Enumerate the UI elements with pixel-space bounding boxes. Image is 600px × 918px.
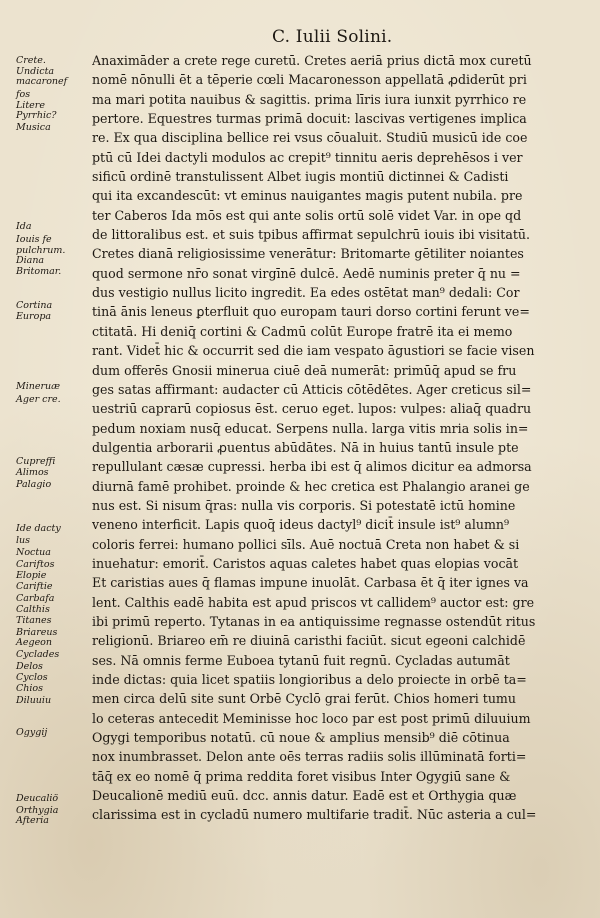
margin-note: Iouis fe	[16, 233, 52, 245]
margin-note: Litere	[16, 99, 45, 111]
margin-notes	[0, 0, 90, 918]
margin-note: macaronef	[16, 76, 68, 88]
text-line: coloris ferrei: humano pollici sīls. Auē noctuā Creta non habet & si	[92, 536, 520, 552]
text-line: nox inumbrasset. Delon ante oēs terras radiis solis illūminatā forti=	[92, 749, 527, 765]
margin-note: pulchrum.	[16, 244, 66, 256]
margin-note: Cariftos	[16, 559, 55, 571]
margin-note: Diluuiu	[16, 694, 52, 706]
body-text	[92, 51, 592, 825]
margin-note: Ager cre.	[16, 393, 61, 405]
margin-note: Undicta	[16, 65, 55, 77]
text-line: ter Caberos Ida mōs est qui ante solis ortū solē videt Var. in ope qd	[92, 207, 522, 223]
running-header: C. Iulii Solini.	[272, 27, 393, 47]
margin-note: Britomar.	[16, 265, 62, 277]
margin-note: Pyrrhic?	[16, 110, 57, 122]
text-line: Anaximāder a crete rege curetū. Cretes aeriā prius dictā mox curetū	[92, 53, 532, 68]
text-line: Deucalionē mediū euū. dcc. annis datur. Eadē est et Orthygia quæ	[92, 788, 517, 804]
margin-note: Cortina	[16, 299, 53, 311]
margin-note: Ide dacty	[16, 523, 61, 535]
margin-note: Aegeon	[16, 637, 53, 649]
margin-note: Delos	[16, 660, 43, 672]
text-line: dum offerēs Gnosii minerua ciuē deā numerāt: primūq̄ apud se fru	[92, 362, 517, 378]
margin-note: Cupreffi	[16, 455, 56, 467]
margin-note: fos	[16, 88, 31, 100]
margin-note: Europa	[16, 311, 52, 323]
margin-note: Cyclos	[16, 672, 48, 684]
margin-note: lus	[16, 534, 31, 546]
text-line: uestriū caprarū copiosus ēst. ceruo eget. lupos: vulpes: aliaq̄ quadru	[92, 401, 532, 417]
text-line: repullulant cæsæ cupressi. herba ibi est q̄ alimos dicitur ea admorsa	[92, 459, 532, 475]
margin-note: Cariftie	[16, 581, 53, 593]
text-line: Ogygi temporibus notatū. cū noue & amplius mensib⁹ diē cōtinua	[92, 730, 510, 746]
margin-note: Elopie	[16, 569, 47, 581]
text-line: ptū cū Idei dactyli modulos ac crepit⁹ tinnitu aeris deprehēsos i ver	[92, 149, 523, 165]
margin-note: Deucaliö	[16, 793, 59, 805]
text-line: nus est. Si nisum q̄ras: nulla vis corporis. Si potestatē ictū homine	[92, 497, 516, 513]
text-line: quod sermone nr̄o sonat virgīnē dulcē. Aedē numinis preter q̄ nu =	[92, 265, 521, 281]
margin-note: Calthis	[16, 603, 50, 615]
margin-note: Ida	[16, 221, 32, 233]
margin-note: Alimos	[16, 467, 49, 479]
margin-note: Ogygij	[16, 727, 48, 739]
margin-note: Crete.	[16, 55, 46, 66]
text-line: tinā ānis leneus ꝑterfluit quo europam tauri dorso cortini ferunt ve=	[92, 304, 530, 320]
margin-note: Orthygia	[16, 804, 59, 816]
text-line: diurnā famē prohibet. proinde & hec cretica est Phalangio aranei ge	[92, 478, 530, 494]
text-line: qui ita excandescūt: vt eminus nauigantes magis putent nubila. pre	[92, 188, 523, 204]
text-line: re. Ex qua disciplina bellice rei vsus cōualuit. Studiū musicū ide coe	[92, 130, 528, 146]
margin-note: Cyclades	[16, 649, 60, 661]
text-line: clarissima est in cycladū numero multifarie tradit̄. Nūc asteria a cul=	[92, 807, 537, 823]
text-line: nomē nōnulli ēt a tēperie cœli Macaronesson appellatā ꝓdiderūt pri	[92, 72, 527, 88]
text-line: ses. Nā omnis ferme Euboea tytanū fuit regnū. Cycladas autumāt	[92, 652, 510, 668]
margin-note: Mineruæ	[16, 381, 61, 393]
text-line: ctitatā. Hi deniq̄ cortini & Cadmū colūt Europe fratrē ita ei memo	[92, 323, 513, 339]
margin-note: Titanes	[16, 615, 52, 627]
text-line: ma mari potita nauibus & sagittis. prima līris iura iunxit pyrrhico re	[92, 91, 527, 107]
text-line: religionū. Briareo em̄ re diuinā caristhi faciūt. sicut egeoni calchidē	[92, 633, 526, 649]
margin-note: Diana	[16, 255, 45, 267]
margin-note: Briareus	[16, 626, 58, 638]
text-line: lo ceteras antecedit Meminisse hoc loco par est post primū diluuium	[92, 710, 531, 726]
text-line: men circa delū site sunt Orbē Cyclō grai ferūt. Chios homeri tumu	[92, 691, 516, 707]
text-line: pertore. Equestres turmas primā docuit: lascivas vertigenes implica	[92, 111, 527, 127]
margin-note: Noctua	[16, 547, 51, 559]
text-line: inuehatur: emorit̄. Caristos aquas caletes habet quas elopias vocāt	[92, 555, 519, 571]
text-line: veneno interficit. Lapis quoq̄ ideus dactyl⁹ dicit̄ insule ist⁹ alumn⁹	[92, 517, 510, 533]
text-line: dus vestigio nullus licito ingredit. Ea edes ostētat man⁹ dedali: Cor	[92, 285, 520, 301]
text-line: dulgentia arborarii ꝓuentus abūdātes. Nā in huius tantū insule pte	[92, 439, 519, 455]
margin-note: Afteria	[16, 815, 49, 827]
text-line: Et caristias aues q̄ flamas impune inuolāt. Carbasa ēt q̄ iter ignes va	[92, 575, 529, 591]
text-line: inde dictas: quia licet spatiis longioribus a delo proiecte in orbē ta=	[92, 672, 527, 687]
text-line: Cretes dianā religiosissime venerātur: Britomarte gētiliter noiantes	[92, 246, 524, 262]
margin-note: Musica	[16, 121, 51, 133]
margin-note: Palagio	[16, 478, 52, 490]
margin-note: Carbafa	[16, 592, 55, 604]
text-line: de littoralibus est. et suis tpibus affirmat sepulchrū iouis ibi visitatū.	[92, 227, 531, 243]
text-line: sificū ordinē transtulissent Albet iugis montiū dictinnei & Cadisti	[92, 169, 509, 185]
text-line: ges satas affirmant: audacter cū Atticis cōtēdētes. Ager creticus sil=	[92, 381, 532, 397]
text-line: tāq̄ ex eo nomē q̄ prima reddita foret visibus Inter Ogygiū sane &	[92, 768, 511, 784]
text-line: lent. Calthis eadē habita est apud priscos vt callidem⁹ auctor est: gre	[92, 594, 535, 610]
text-line: rant. Videt̄ hic & occurrit sed die iam vespato āgustiori se facie visen	[92, 343, 535, 359]
text-line: ibi primū reperto. Tytanas in ea antiquissime regnasse ostendūt ritus	[92, 613, 536, 629]
margin-note: Chios	[16, 682, 44, 694]
text-line: pedum noxiam nusq̄ educat. Serpens nulla. larga vitis mria solis in=	[92, 420, 529, 436]
